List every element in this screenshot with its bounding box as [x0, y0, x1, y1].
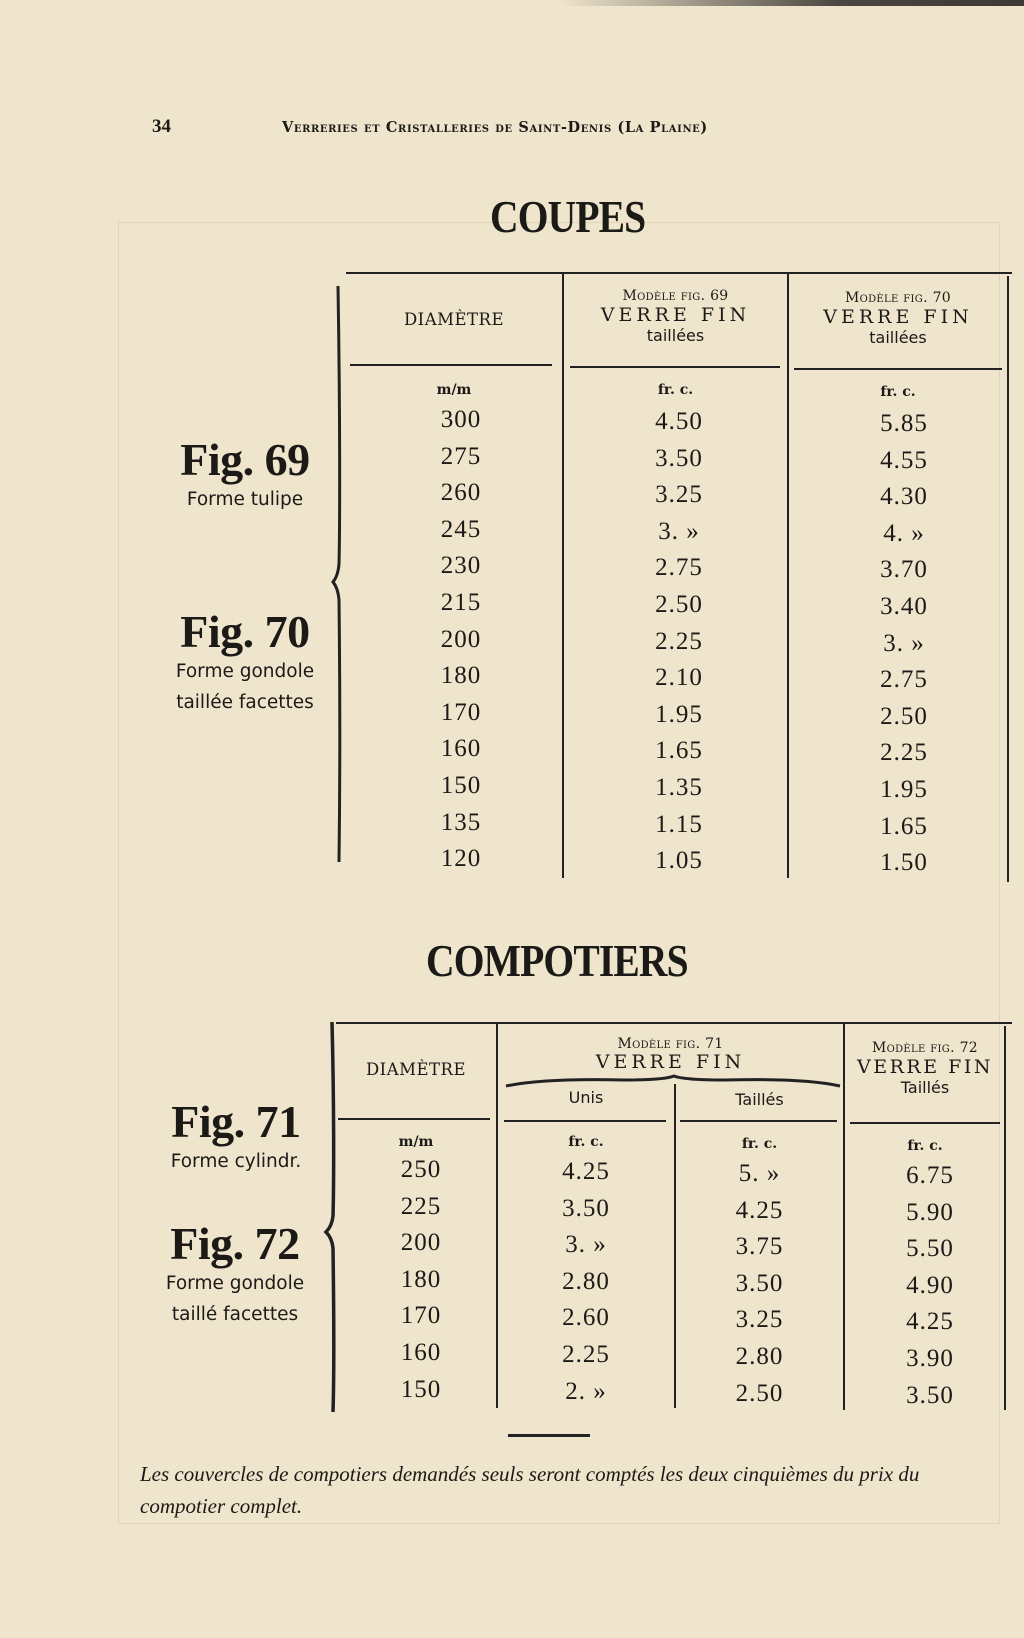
- table-cell: 5. »: [738, 1160, 781, 1187]
- table-cell: 1.15: [655, 810, 703, 838]
- header-rule: [570, 366, 780, 368]
- unit-price: fr. c.: [657, 382, 694, 398]
- table-cell: 1.65: [655, 737, 703, 765]
- header-glass-label: VERRE FIN: [857, 1056, 993, 1078]
- column-price-69: [564, 404, 794, 880]
- table-cell: 3.50: [562, 1194, 610, 1222]
- table-cell: 1.05: [655, 847, 703, 875]
- brace-icon: [330, 284, 346, 864]
- table-cell: 135: [440, 808, 482, 836]
- table-cell: 3.25: [735, 1306, 784, 1334]
- table-cell: 4.55: [880, 446, 928, 474]
- figure-label-69: [160, 436, 330, 515]
- running-head: [152, 116, 892, 146]
- table-cell: 3.70: [880, 556, 928, 584]
- header-glass-label: VERRE FIN: [600, 304, 751, 326]
- table-cell: 180: [440, 662, 482, 690]
- header-rule: [794, 368, 1002, 370]
- table-cell: 225: [400, 1192, 442, 1220]
- unit-diametre: m/m: [436, 382, 472, 398]
- header-rule: [338, 1118, 490, 1120]
- table-cell: 4. »: [883, 519, 925, 547]
- table-cell: 2.50: [655, 590, 703, 618]
- table-cell: 2.60: [562, 1304, 610, 1332]
- figure-description: taillée facettes: [176, 692, 314, 713]
- header-model-69: [564, 288, 787, 345]
- table-cell: 3. »: [883, 629, 925, 657]
- figure-description: Forme cylindr.: [170, 1151, 302, 1172]
- figure-description: Forme gondole: [175, 661, 315, 682]
- page-edge-shadow: [560, 0, 1024, 6]
- unit-price: fr. c.: [880, 384, 916, 400]
- table-cell: 2. »: [565, 1377, 607, 1405]
- figure-label-72: [140, 1220, 330, 1330]
- unit-diametre: m/m: [398, 1134, 434, 1150]
- table-cell: 260: [440, 479, 482, 507]
- table-cell: 245: [440, 515, 482, 543]
- table-cell: 2.10: [655, 664, 703, 692]
- table-cell: 3. »: [565, 1231, 607, 1259]
- header-glass-label: VERRE FIN: [823, 306, 973, 328]
- header-diametre: DIAMÈTRE: [403, 310, 505, 329]
- table-cell: 230: [440, 552, 482, 580]
- table-cell: 1.65: [880, 812, 928, 840]
- header-glass-label: VERRE FIN: [595, 1051, 746, 1073]
- table-cell: 120: [440, 845, 482, 873]
- table-cell: 215: [440, 588, 482, 616]
- figure-number: Fig. 70: [180, 606, 310, 657]
- table-cell: 150: [440, 771, 482, 799]
- table-cell: 275: [440, 442, 482, 470]
- figure-label-71: [146, 1098, 326, 1177]
- header-rule: [350, 364, 552, 366]
- unit-price: fr. c.: [907, 1138, 943, 1154]
- table-cell: 300: [440, 406, 482, 433]
- section-title-coupes: COUPES: [490, 191, 646, 242]
- table-cell: 1.95: [880, 775, 928, 803]
- table-cell: 2.80: [735, 1342, 784, 1370]
- table-top-rule: [346, 272, 1012, 274]
- table-cell: 1.35: [655, 773, 703, 801]
- table-cell: 200: [400, 1229, 442, 1257]
- table-cell: 200: [440, 625, 482, 653]
- column-diametre: [336, 1152, 506, 1408]
- header-model-label: Modèle fig. 71: [617, 1036, 724, 1052]
- table-cell: 4.25: [562, 1158, 610, 1185]
- column-diametre: [346, 402, 576, 878]
- section-title-compotiers: COMPOTIERS: [426, 935, 688, 986]
- table-cell: 2.25: [655, 627, 703, 655]
- header-model-label: Modèle fig. 72: [871, 1040, 979, 1056]
- table-cell: 2.25: [562, 1340, 610, 1368]
- column-price-unis: [498, 1154, 674, 1410]
- header-model-70: [789, 290, 1007, 347]
- unit-price: fr. c.: [568, 1134, 604, 1150]
- header-model-label: Modèle fig. 69: [622, 288, 729, 304]
- table-cell: 3.50: [906, 1381, 954, 1409]
- table-cell: 180: [400, 1265, 442, 1293]
- table-cell: 3. »: [658, 517, 700, 545]
- figure-number: Fig. 72: [170, 1218, 300, 1269]
- table-cell: 3.25: [655, 481, 703, 509]
- column-price-70: [789, 406, 1019, 882]
- header-rule: [680, 1120, 837, 1122]
- running-head-title: Verreries et Cristalleries de Saint-Denis (La Plaine): [282, 119, 708, 136]
- table-cell: 4.25: [906, 1308, 954, 1336]
- unit-price: fr. c.: [741, 1136, 778, 1152]
- figure-number: Fig. 71: [171, 1096, 301, 1147]
- figure-label-70: [150, 608, 340, 718]
- header-finish-label: Taillés: [900, 1078, 950, 1097]
- figure-description: Forme tulipe: [186, 489, 304, 510]
- table-cell: 5.90: [906, 1198, 954, 1226]
- header-tailles: Taillés: [735, 1090, 784, 1109]
- page-number: 34: [152, 116, 171, 137]
- table-cell: 3.50: [735, 1269, 784, 1297]
- table-cell: 2.50: [880, 702, 928, 730]
- column-price-72: [845, 1158, 1015, 1414]
- header-finish-label: taillées: [869, 328, 927, 347]
- figure-description: Forme gondole: [165, 1273, 305, 1294]
- table-cell: 5.50: [906, 1235, 954, 1263]
- table-cell: 1.95: [655, 700, 703, 728]
- header-unis: Unis: [568, 1088, 604, 1107]
- table-cell: 160: [440, 735, 482, 763]
- figure-description: taillé facettes: [171, 1304, 299, 1325]
- table-cell: 4.30: [880, 483, 928, 511]
- table-cell: 3.90: [906, 1344, 954, 1372]
- table-cell: 170: [400, 1302, 442, 1330]
- table-cell: 150: [400, 1375, 442, 1403]
- column-price-tailles: [676, 1156, 843, 1412]
- table-cell: 250: [400, 1156, 442, 1183]
- header-model-71: [498, 1036, 843, 1072]
- table-cell: 2.25: [880, 739, 928, 767]
- table-cell: 5.85: [880, 410, 928, 437]
- figure-number: Fig. 69: [180, 434, 310, 485]
- table-cell: 170: [440, 698, 482, 726]
- header-diametre: DIAMÈTRE: [365, 1060, 467, 1079]
- table-cell: 3.75: [735, 1233, 784, 1261]
- table-cell: 2.75: [880, 666, 928, 694]
- separator-rule: [508, 1434, 590, 1437]
- footnote: Les couvercles de compotiers demandés seuls seront comptés les deux cinquièmes du prix du compotier complet.: [140, 1462, 920, 1518]
- header-model-label: Modèle fig. 70: [844, 290, 952, 306]
- table-cell: 3.40: [880, 592, 928, 620]
- header-finish-label: taillées: [646, 326, 705, 345]
- table-cell: 6.75: [906, 1162, 954, 1189]
- table-cell: 3.50: [655, 444, 703, 472]
- table-top-rule: [336, 1022, 1012, 1024]
- table-cell: 4.50: [655, 408, 703, 435]
- table-cell: 2.75: [655, 554, 703, 582]
- table-cell: 2.50: [735, 1379, 784, 1407]
- table-cell: 4.90: [906, 1271, 954, 1299]
- table-cell: 160: [400, 1338, 442, 1366]
- header-model-72: [845, 1040, 1005, 1097]
- table-cell: 2.80: [562, 1267, 610, 1295]
- header-rule: [850, 1122, 1000, 1124]
- table-cell: 4.25: [735, 1196, 784, 1224]
- header-rule: [504, 1120, 666, 1122]
- table-cell: 1.50: [880, 849, 928, 877]
